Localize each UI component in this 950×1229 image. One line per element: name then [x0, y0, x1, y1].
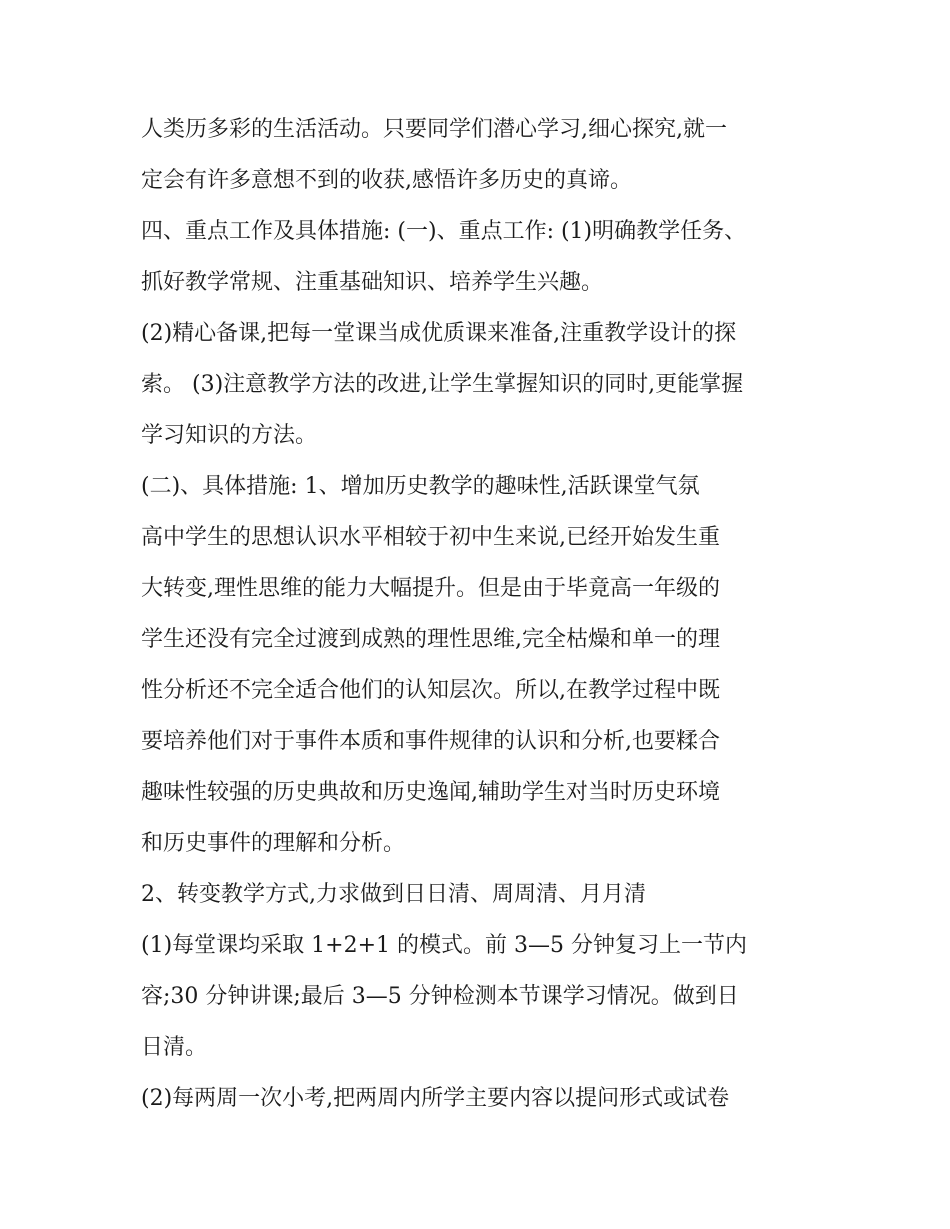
text-line: 学习知识的方法。	[141, 423, 318, 448]
text-line: (2)精心备课,把每一堂课当成优质课来准备,注重教学设计的探	[141, 321, 737, 346]
text-line: 学生还没有完全过渡到成熟的理性思维,完全枯燥和单一的理	[141, 627, 720, 652]
text-line: 索。 (3)注意教学方法的改进,让学生掌握知识的同时,更能掌握	[141, 372, 744, 397]
text-line: (2)每两周一次小考,把两周内所学主要内容以提问形式或试卷	[141, 1086, 730, 1111]
text-line: 日清。	[141, 1035, 208, 1060]
text-line: 和历史事件的理解和分析。	[141, 831, 406, 856]
text-line: 定会有许多意想不到的收获,感悟许多历史的真谛。	[141, 168, 632, 193]
text-line: 趣味性较强的历史典故和历史逸闻,辅助学生对当时历史环境	[141, 780, 720, 805]
text-line: 容;30 分钟讲课;最后 3—5 分钟检测本节课学习情况。做到日	[141, 984, 739, 1009]
text-line: (1)每堂课均采取 1+2+1 的模式。前 3—5 分钟复习上一节内	[141, 933, 747, 958]
body-text	[141, 108, 831, 1128]
text-line: 2、转变教学方式,力求做到日日清、周周清、月月清	[141, 882, 646, 907]
text-line: 大转变,理性思维的能力大幅提升。但是由于毕竟高一年级的	[141, 576, 720, 601]
text-line: 人类历多彩的生活活动。只要同学们潜心学习,细心探究,就一	[141, 117, 727, 142]
text-line: 抓好教学常规、注重基础知识、培养学生兴趣。	[141, 270, 604, 295]
text-line: 要培养他们对于事件本质和事件规律的认识和分析,也要糅合	[141, 729, 720, 754]
text-line: 性分析还不完全适合他们的认知层次。所以,在教学过程中既	[141, 678, 720, 703]
text-line: 四、重点工作及具体措施: (一)、重点工作: (1)明确教学任务、	[141, 219, 747, 244]
text-line: 高中学生的思想认识水平相较于初中生来说,已经开始发生重	[141, 525, 720, 550]
text-line: (二)、具体措施: 1、增加历史教学的趣味性,活跃课堂气氛	[141, 474, 700, 499]
